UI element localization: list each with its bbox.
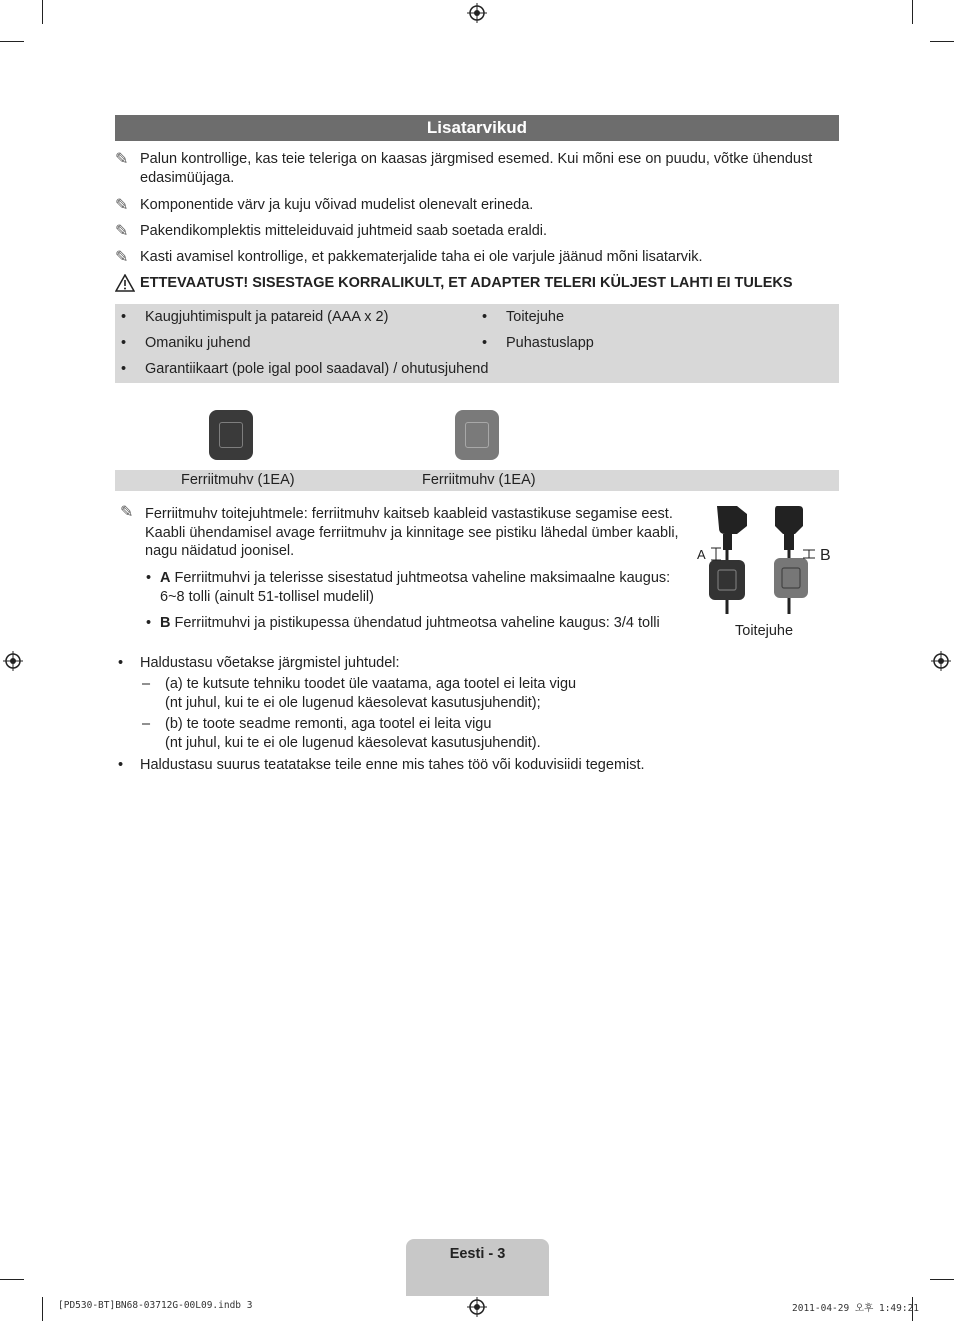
- crop-mark: [930, 1279, 954, 1280]
- ferrite-note-b: B Ferriitmuhvi ja pistikupessa ühendatud juhtmeotsa vaheline kaugus: 3/4 tolli: [160, 615, 660, 631]
- note-pencil-icon: ✎: [115, 197, 129, 214]
- note: [115, 150, 835, 190]
- list-item: • Puhastuslapp: [482, 335, 594, 351]
- note-text: Kasti avamisel kontrollige, et pakkematerjalide taha ei ole varjule jäänud mõni lisatarvik.: [140, 249, 703, 265]
- note: [115, 196, 835, 216]
- crop-mark: [930, 41, 954, 42]
- print-slug-file: [PD530-BT]BN68-03712G-00L09.indb 3: [58, 1300, 253, 1311]
- print-slug-timestamp: 2011-04-29 오후 1:49:21: [792, 1303, 920, 1314]
- warning-triangle-icon: [115, 274, 135, 292]
- fees-case-b: (b) te toote seadme remonti, aga tootel ei leita vigu: [165, 716, 492, 732]
- fees-case-b-note: (nt juhul, kui te ei ole lugenud käesolevat kasutusjuhendit).: [165, 735, 541, 751]
- ferrite-core-black: [209, 410, 253, 460]
- figure-caption: Toitejuhe: [735, 623, 794, 639]
- crop-mark: [0, 1279, 24, 1280]
- ferrite-caption: Ferriitmuhv (1EA): [181, 472, 295, 488]
- registration-mark-icon: [931, 651, 951, 671]
- note-pencil-icon: ✎: [115, 249, 129, 266]
- ferrite-note-line: Kaabli ühendamisel avage ferriitmuhv ja kinnitage see pistiku lähedal ümber kaabli,: [145, 525, 679, 541]
- list-item: • Toitejuhe: [482, 309, 565, 325]
- ferrite-note-line: nagu näidatud joonisel.: [145, 543, 295, 559]
- ferrite-note-a-cont: 6~8 tolli (ainult 51-tollisel mudelil): [160, 589, 374, 605]
- registration-mark-icon: [467, 3, 487, 23]
- note-pencil-icon: ✎: [120, 504, 134, 521]
- crop-mark: [0, 41, 24, 42]
- ferrite-caption: Ferriitmuhv (1EA): [422, 472, 536, 488]
- note-pencil-icon: ✎: [115, 223, 129, 240]
- note-text: Komponentide värv ja kuju võivad mudelist olenevalt erineda.: [140, 197, 534, 213]
- fees-case-a: (a) te kutsute tehniku toodet üle vaatama, aga tootel ei leita vigu: [165, 676, 577, 692]
- caution-text: ETTEVAATUST! SISESTAGE KORRALIKULT, ET ADAPTER TELERI KÜLJEST LAHTI EI TULEKS: [140, 275, 793, 291]
- ferrite-note-a: A Ferriitmuhvi ja telerisse sisestatud juhtmeotsa vaheline maksimaalne kaugus:: [160, 570, 671, 586]
- note-pencil-icon: ✎: [115, 151, 129, 168]
- ferrite-core-grey: [455, 410, 499, 460]
- figure-label-a: A: [697, 547, 706, 562]
- crop-mark: [912, 0, 913, 24]
- registration-mark-icon: [467, 1297, 487, 1317]
- crop-mark: [42, 0, 43, 24]
- fees-case-a-note: (nt juhul, kui te ei ole lugenud käesolevat kasutusjuhendit);: [165, 695, 541, 711]
- crop-mark: [42, 1297, 43, 1321]
- registration-mark-icon: [3, 651, 23, 671]
- figure-label-b: B: [820, 547, 831, 564]
- section-title: Lisatarvikud: [115, 115, 839, 141]
- list-item: • Garantiikaart (pole igal pool saadaval) / ohutusjuhend: [121, 361, 489, 377]
- note-text: Pakendikomplektis mitteleiduvaid juhtmeid saab soetada eraldi.: [140, 223, 548, 239]
- list-item: • Kaugjuhtimispult ja patareid (AAA x 2): [121, 309, 389, 325]
- fees-notice: Haldustasu suurus teatatakse teile enne mis tahes töö või koduvisiidi tegemist.: [140, 757, 645, 773]
- list-item: • Omaniku juhend: [121, 335, 251, 351]
- note: [115, 248, 835, 268]
- fees-intro: Haldustasu võetakse järgmistel juhtudel:: [140, 655, 400, 671]
- note-text: Palun kontrollige, kas teie teleriga on kaasas järgmised esemed. Kui mõni ese on puudu, võtke ühendust edasimüüjaga.: [140, 151, 813, 186]
- note: [115, 222, 835, 242]
- ferrite-note-line: Ferriitmuhv toitejuhtmele: ferriitmuhv kaitseb kaableid vastastikuse segamise eest.: [145, 506, 673, 522]
- page-number: Eesti - 3: [449, 1246, 506, 1262]
